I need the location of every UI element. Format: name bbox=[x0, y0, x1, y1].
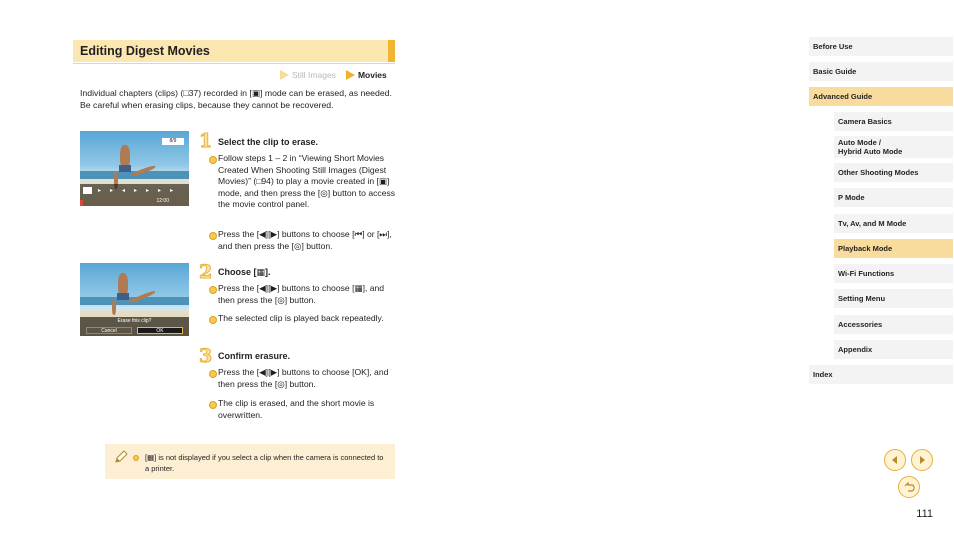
control-icons: ▸▸◂▸▸▸▸ bbox=[98, 188, 183, 194]
step-title-3: Confirm erasure. bbox=[218, 351, 291, 361]
nav-other-shooting-modes[interactable]: Other Shooting Modes bbox=[834, 163, 953, 182]
step-1-bullet-1: Follow steps 1 – 2 in “Viewing Short Movies Created When Shooting Still Images (Digest Movies)” (□94) to play a movie created in [▣] mode, and then press the [◎] button to access the movie control panel. bbox=[218, 153, 400, 211]
movie-control-panel bbox=[80, 184, 189, 206]
step-1-bullet-2: Press the [◀][▶] buttons to choose [⏮] or [⏭], and then press the [◎] button. bbox=[218, 229, 400, 252]
pencil-icon bbox=[113, 449, 129, 465]
nav-appendix[interactable]: Appendix bbox=[834, 340, 953, 359]
step-number-1: 1 bbox=[199, 130, 213, 152]
header-divider bbox=[73, 63, 395, 64]
page-number: 111 bbox=[916, 508, 933, 520]
step-2-bullet-1: Press the [◀][▶] buttons to choose [▦], and then press the [◎] button. bbox=[218, 283, 400, 306]
step-number-3: 3 bbox=[199, 345, 213, 367]
arrow-right-icon bbox=[917, 455, 927, 465]
nav-index[interactable]: Index bbox=[809, 365, 953, 384]
erase-prompt: Erase this clip? bbox=[117, 318, 152, 324]
nav-wifi-functions[interactable]: Wi-Fi Functions bbox=[834, 264, 953, 283]
nav-before-use[interactable]: Before Use bbox=[809, 37, 953, 56]
intro-text: Individual chapters (clips) (□37) recorded in [▣] mode can be erased, as needed. Be careful when erasing clips, because they cannot be recovered. bbox=[80, 88, 392, 110]
camera-screen-playback bbox=[80, 131, 189, 206]
step-2-bullet-2: The selected clip is played back repeatedly. bbox=[218, 313, 400, 325]
step-title-1: Select the clip to erase. bbox=[218, 137, 319, 147]
nav-camera-basics[interactable]: Camera Basics bbox=[834, 112, 953, 131]
nav-auto-mode[interactable]: Auto Mode / Hybrid Auto Mode bbox=[834, 136, 953, 158]
step-number-2: 2 bbox=[199, 261, 213, 283]
erase-dialog bbox=[80, 317, 189, 336]
return-button[interactable] bbox=[898, 476, 920, 498]
mode-indicator bbox=[280, 70, 387, 80]
step-3-bullet-2: The clip is erased, and the short movie is overwritten. bbox=[218, 398, 400, 421]
next-page-button[interactable] bbox=[911, 449, 933, 471]
ok-button[interactable]: OK bbox=[137, 327, 183, 334]
time-readout: 12:00 bbox=[156, 198, 169, 204]
step-title-2: Choose [▦]. bbox=[218, 267, 271, 277]
nav-playback-mode[interactable]: Playback Mode bbox=[834, 239, 953, 258]
nav-p-mode[interactable]: P Mode bbox=[834, 188, 953, 207]
nav-setting-menu[interactable]: Setting Menu bbox=[834, 289, 953, 308]
camera-screen-erase-confirm bbox=[80, 263, 189, 336]
clip-counter-badge: 8/9 bbox=[162, 138, 184, 145]
cancel-button[interactable]: Cancel bbox=[86, 327, 132, 334]
section-header bbox=[73, 40, 395, 62]
play-icon bbox=[83, 187, 92, 194]
step-3-bullet-1: Press the [◀][▶] buttons to choose [OK], and then press the [◎] button. bbox=[218, 367, 400, 390]
nav-advanced-guide[interactable]: Advanced Guide bbox=[809, 87, 953, 106]
progress-marker bbox=[80, 200, 83, 206]
nav-tv-av-m-mode[interactable]: Tv, Av, and M Mode bbox=[834, 214, 953, 233]
still-images-icon bbox=[280, 70, 289, 80]
mode-movies-label: Movies bbox=[357, 70, 387, 80]
note-box bbox=[105, 444, 395, 479]
page-title: Editing Digest Movies bbox=[80, 44, 210, 58]
mode-still-label: Still Images bbox=[292, 70, 336, 80]
nav-accessories[interactable]: Accessories bbox=[834, 315, 953, 334]
nav-basic-guide[interactable]: Basic Guide bbox=[809, 62, 953, 81]
return-icon bbox=[903, 482, 915, 492]
note-text: [▦] is not displayed if you select a clip when the camera is connected to a printer. bbox=[145, 453, 384, 473]
arrow-left-icon bbox=[890, 455, 900, 465]
previous-page-button[interactable] bbox=[884, 449, 906, 471]
note-bullet-icon bbox=[133, 455, 139, 461]
movies-icon bbox=[346, 70, 355, 80]
